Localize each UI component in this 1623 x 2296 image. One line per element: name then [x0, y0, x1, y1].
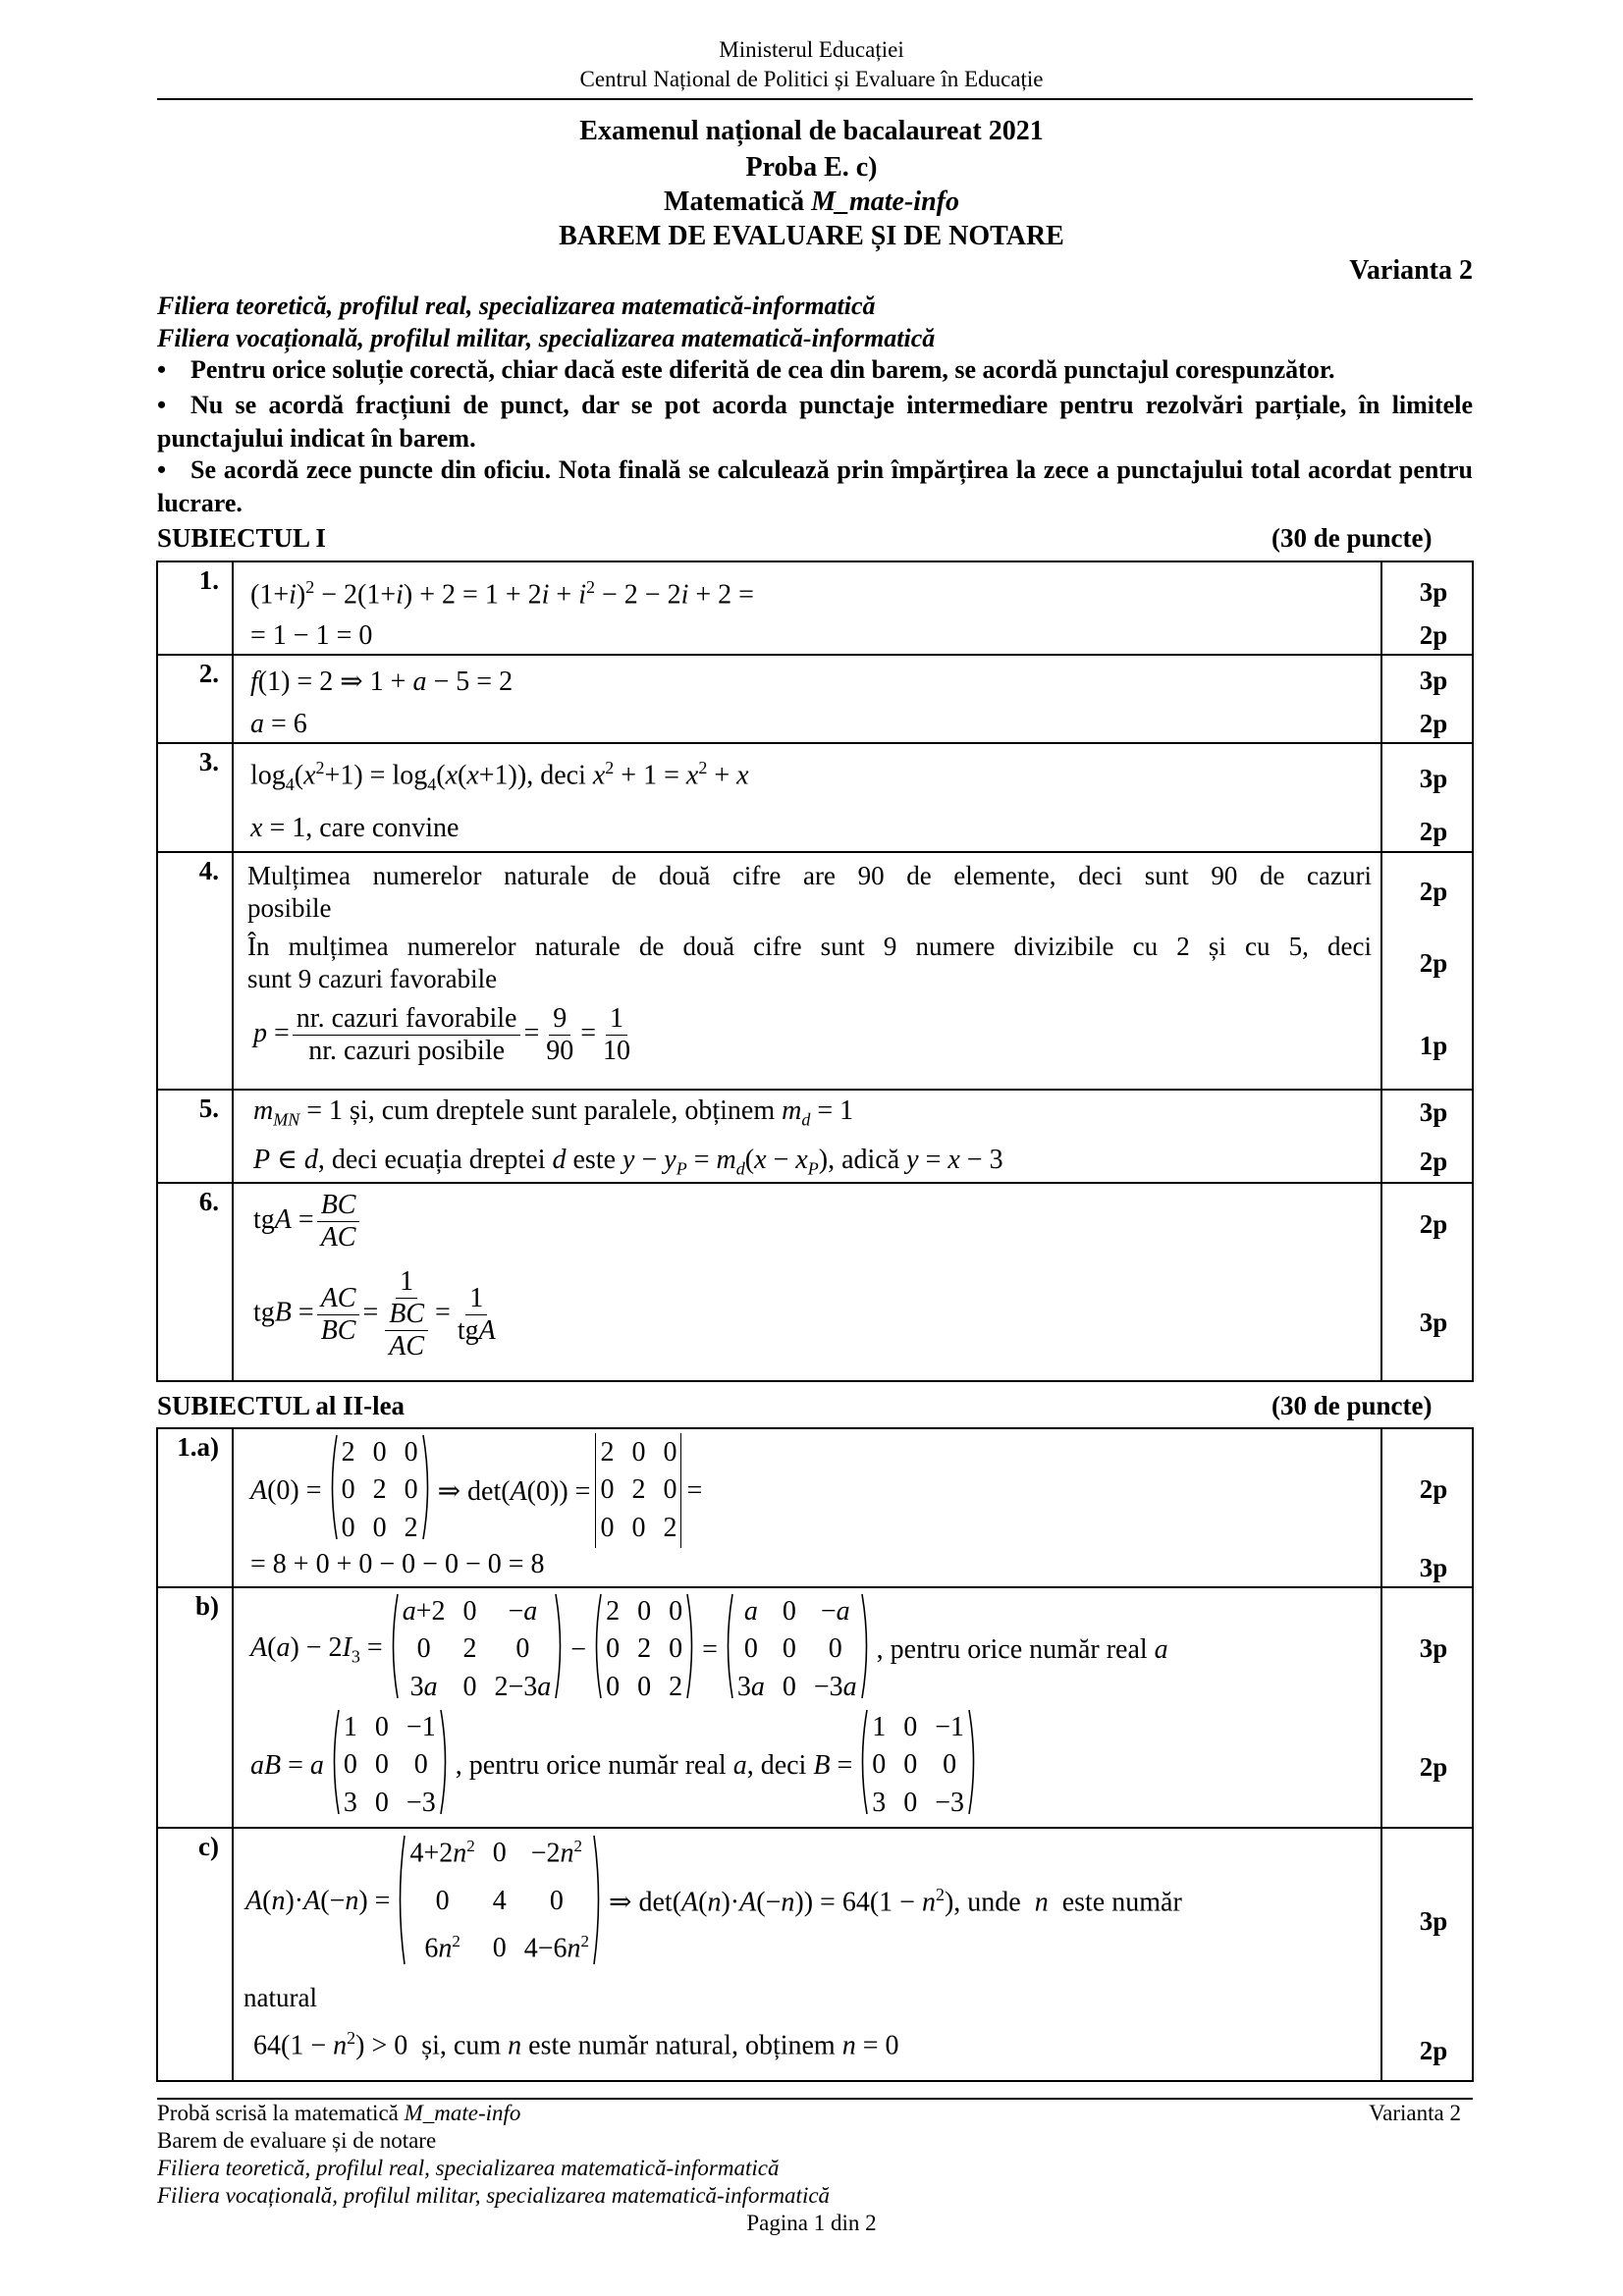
subiect2-title: SUBIECTUL al II-lea — [157, 1391, 406, 1420]
item-5-line2: P ∈ d, deci ecuația dreptei d este $y - y_P = m_d(x - x_P)$, adică y = x − 3 — [253, 1145, 1003, 1179]
item-3-formula-line2: x = 1, care convine — [250, 813, 460, 843]
filiera-vocationala: Filiera vocațională, profilul militar, specializarea matematică-informatică — [157, 324, 936, 352]
item-1b-points-b: 2p — [1419, 1752, 1448, 1782]
item-4-text1b: posibile — [247, 893, 332, 923]
footer-page: Pagina 1 din 2 — [746, 2211, 877, 2235]
item-1b-points-a: 3p — [1419, 1633, 1448, 1663]
item-1-points-b: 2p — [1419, 620, 1448, 650]
subiect2-points: (30 de puncte) — [1271, 1391, 1433, 1420]
item-4-text1a: Mulțimea numerelor naturale de două cifre are 90 de elemente, deci sunt 90 de cazuri — [247, 861, 1372, 890]
item-1c-natural: natural — [243, 1983, 317, 2012]
item-4-number: 4. — [198, 856, 219, 885]
center-header: Centrul Național de Politici și Evaluare în Educație — [579, 67, 1044, 91]
item-4-probability: p = $\frac{\text{nr. cazuri favorabile}}{\text{nr. cazuri posibile}}$ = $\frac{9}{90}$ = $\frac{1}{10}$ — [253, 1003, 631, 1067]
item-1-formula-line1: $(1+i)^2 - 2(1+i) + 2 = 1 + 2i + i^2 - 2 - 2i + 2$ = — [250, 577, 754, 611]
item-4-points-a: 2p — [1419, 877, 1448, 906]
footer-rule — [157, 2098, 1473, 2100]
item-6-number: 6. — [198, 1187, 219, 1216]
item-1-points-a: 3p — [1419, 577, 1448, 607]
item-2-points-a: 3p — [1419, 666, 1448, 695]
item-1b-line2: aB = a 1 0 −1 0 0 0 3 0 −3 , pentru orice număr real a, deci B = 1 0 −1 0 0 0 3 0 −3 — [250, 1708, 984, 1823]
item-5-line1: $m_{MN} = 1$ și, cum dreptele sunt paralele, obținem $m_d = 1$ — [253, 1095, 854, 1130]
item-3-formula-line1: $\log_4(x^2+1) = \log_4(x(x+1))$, deci $x^2 + 1 = x^2 + x$ — [250, 758, 749, 794]
item-4-text2b: sunt 9 cazuri favorabile — [247, 964, 498, 993]
footer-line3: Filiera teoretică, profilul real, specializarea matematică-informatică — [157, 2156, 780, 2180]
item-4-text2a: În mulțimea numerelor naturale de două cifre sunt 9 numere divizibile cu 2 și cu 5, deci — [247, 932, 1372, 961]
item-2-points-b: 2p — [1419, 709, 1448, 738]
item-1c-line2: $64(1 - n^2) > 0$ și, cum n este număr natural, obținem n = 0 — [253, 2028, 899, 2061]
item-3-points-b: 2p — [1419, 817, 1448, 846]
item-3-points-a: 3p — [1419, 764, 1448, 793]
proba-title: Proba E. c) — [745, 152, 878, 183]
exam-title: Examenul național de bacalaureat 2021 — [579, 116, 1044, 146]
item-4-points-b: 2p — [1419, 948, 1448, 978]
item-5-number: 5. — [198, 1094, 219, 1123]
item-4-points-c: 1p — [1419, 1031, 1448, 1060]
bullet-3: • Se acordă zece puncte din oficiu. Nota finală se calculează prin împărțirea la zece a punctajului total acordat pentru lucrare. — [157, 455, 1473, 517]
item-1c-points-a: 3p — [1419, 1906, 1448, 1936]
item-2-formula-line2: a = 6 — [250, 709, 307, 739]
variant-label: Varianta 2 — [1349, 255, 1473, 286]
item-1c-line1: A(n)·A(−n) = $4+2n^2$ 0 $-2n^2$ 0 4 0 $6n^2$ 0 $4-6n^2$ ⇒ $\det(A(n)\cdot A(-n)) = 64(1 - n^2)$, unde n este număr — [245, 1837, 1182, 1964]
item-1a-points-a: 2p — [1419, 1474, 1448, 1504]
subiect1-points: (30 de puncte) — [1271, 523, 1433, 553]
filiera-teoretica: Filiera teoretică, profilul real, specializarea matematică-informatică — [157, 292, 876, 320]
item-1-formula-line2: = 1 − 1 = 0 — [250, 620, 373, 651]
barem-title: BAREM DE EVALUARE ȘI DE NOTARE — [559, 221, 1064, 251]
item-6-points-b: 3p — [1419, 1308, 1448, 1337]
item-6-line2: tgB = $\frac{AC}{BC}$ = $\frac{1}{\frac{BC}{AC}}$ = $\frac{1}{\text{tgA}}$ — [253, 1266, 496, 1362]
item-1b-number: b) — [194, 1591, 219, 1621]
item-1a-number: 1.a) — [177, 1432, 219, 1462]
item-1-number: 1. — [198, 565, 219, 595]
item-5-points-b: 2p — [1419, 1147, 1448, 1176]
item-2-formula-line1: f(1) = 2 ⇒ 1 + a − 5 = 2 — [250, 667, 514, 697]
item-6-points-a: 2p — [1419, 1209, 1448, 1239]
item-1a-points-b: 3p — [1419, 1553, 1448, 1582]
item-6-line1: tgA = $\frac{BC}{AC}$ — [253, 1190, 362, 1254]
footer-line1: Probă scrisă la matematică M_mate-info — [157, 2101, 521, 2125]
item-1b-line1: $A(a) - 2I_3$ = a+2 0 −a 0 2 0 3a 0 2−3a − 2 0 0 0 2 0 0 0 2 = a 0 −a 0 0 0 3a 0 −3a , pentru orice număr real a — [250, 1596, 1168, 1702]
item-2-number: 2. — [198, 659, 219, 688]
item-1c-points-b: 2p — [1419, 2036, 1448, 2065]
footer-variant: Varianta 2 — [1369, 2101, 1461, 2125]
item-1a-line1: A(0) = 2 0 0 0 2 0 0 0 2 ⇒ det(A(0)) = 2 0 0 0 2 0 0 0 2 = — [250, 1433, 702, 1548]
item-1a-line2: = 8 + 0 + 0 − 0 − 0 − 0 = 8 — [250, 1549, 545, 1579]
subject-title: Matematică M_mate-info — [664, 187, 959, 217]
footer-line4: Filiera vocațională, profilul militar, specializarea matematică-informatică — [157, 2183, 831, 2208]
bullet-2: • Nu se acordă fracțiuni de punct, dar se pot acorda punctaje intermediare pentru rezolvări parțiale, în limitele punctajului indicat în barem. — [157, 391, 1473, 453]
item-3-number: 3. — [198, 747, 219, 776]
item-5-points-a: 3p — [1419, 1097, 1448, 1127]
bullet-1: • Pentru orice soluție corectă, chiar dacă este diferită de cea din barem, se acordă punctajul corespunzător. — [157, 355, 1335, 384]
item-1c-number: c) — [198, 1832, 219, 1861]
subiect1-title: SUBIECTUL I — [157, 523, 326, 553]
ministry-header: Ministerul Educației — [719, 37, 904, 62]
footer-line2: Barem de evaluare și de notare — [157, 2128, 437, 2153]
